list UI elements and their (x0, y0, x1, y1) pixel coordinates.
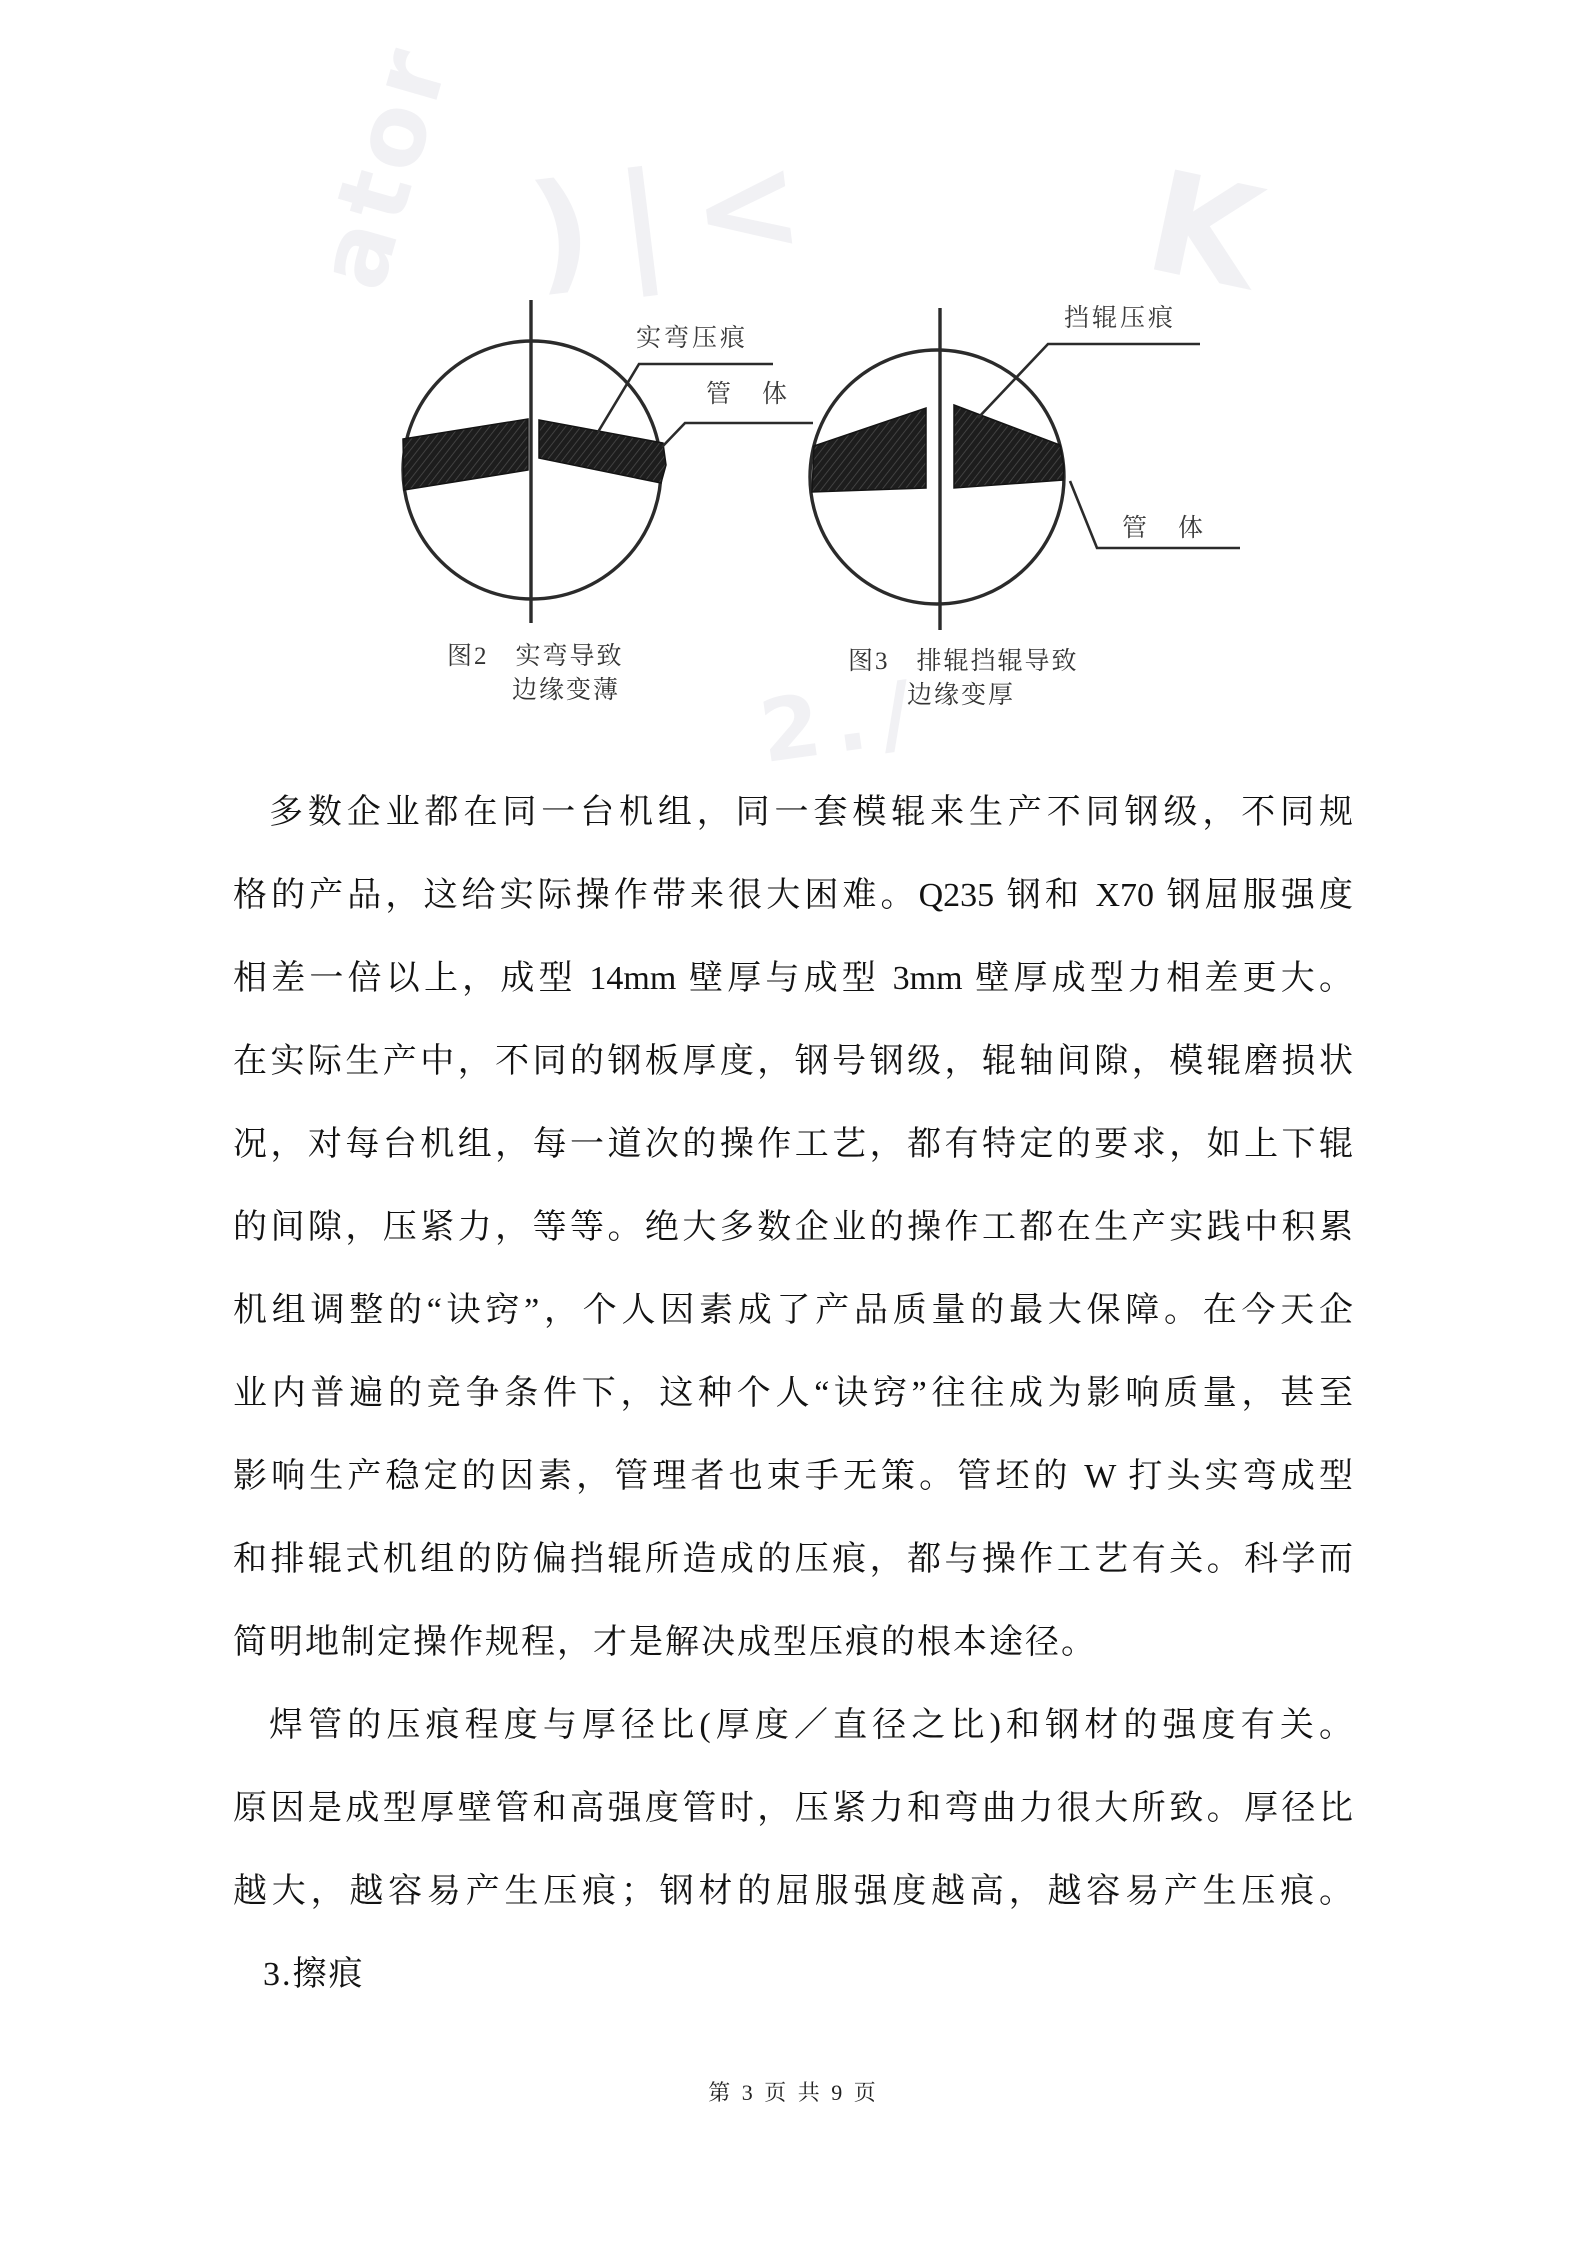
indentation-wedge-right (539, 420, 666, 483)
leader-line-guard-roller (978, 344, 1200, 418)
body-text-line: 焊管的压痕程度与厚径比(厚度／直径之比)和钢材的强度有关。 (269, 1707, 1353, 1744)
body-text (233, 771, 1353, 2016)
label-pipe-body: 管 体 (706, 381, 791, 408)
figure-3-diagram (810, 304, 1240, 709)
indentation-wedge-left (812, 408, 926, 492)
figures-diagram (0, 0, 1587, 780)
leader-line-pipe-body (662, 423, 813, 447)
body-text-line: 简明地制定操作规程，才是解决成型压痕的根本途径。 (233, 1624, 1097, 1661)
section-heading-3: 3.擦痕 (263, 1956, 365, 1993)
watermark-fragment: )|< (521, 122, 838, 310)
body-text-line: 原因是成型厚壁管和高强度管时，压紧力和弯曲力很大所致。厚径比 (233, 1790, 1353, 1827)
figure-2-caption-line2: 边缘变薄 (512, 677, 621, 704)
body-text-line: 的间隙，压紧力，等等。绝大多数企业的操作工都在生产实践中积累 (233, 1209, 1353, 1246)
body-text-line: 在实际生产中，不同的钢板厚度，钢号钢级，辊轴间隙，模辊磨损状 (233, 1043, 1353, 1080)
body-text-line: 格的产品，这给实际操作带来很大困难。Q235 钢和 X70 钢屈服强度 (233, 877, 1353, 914)
page-footer: 第 3 页 共 9 页 (708, 2080, 879, 2105)
body-text-line: 机组调整的“诀窍”，个人因素成了产品质量的最大保障。在今天企 (233, 1292, 1353, 1329)
watermark-fragment: ator (295, 31, 472, 301)
label-solid-bend-indent: 实弯压痕 (636, 325, 749, 352)
figure-3-caption-line1: 图3 排辊挡辊导致 (848, 648, 1079, 675)
label-pipe-body: 管 体 (1122, 515, 1207, 542)
label-guard-roller-indent: 挡辊压痕 (1064, 305, 1177, 332)
watermark-fragment: K (1134, 140, 1275, 323)
figure-2-diagram (403, 300, 813, 704)
body-text-line: 和排辊式机组的防偏挡辊所造成的压痕，都与操作工艺有关。科学而 (233, 1541, 1353, 1578)
body-text-line: 影响生产稳定的因素，管理者也束手无策。管坯的 W 打头实弯成型 (233, 1458, 1353, 1495)
figure-2-caption-line1: 图2 实弯导致 (447, 643, 624, 670)
body-text-line: 况，对每台机组，每一道次的操作工艺，都有特定的要求，如上下辊 (233, 1126, 1353, 1163)
body-text-line: 相差一倍以上，成型 14mm 壁厚与成型 3mm 壁厚成型力相差更大。 (233, 960, 1353, 997)
indentation-wedge-left (403, 419, 528, 490)
body-text-line: 越大，越容易产生压痕；钢材的屈服强度越高，越容易产生压痕。 (233, 1873, 1353, 1910)
body-text-line: 业内普遍的竞争条件下，这种个人“诀窍”往往成为影响质量，甚至 (233, 1375, 1353, 1412)
figure-3-caption-line2: 边缘变厚 (907, 682, 1016, 709)
body-text-line: 多数企业都在同一台机组，同一套模辊来生产不同钢级，不同规 (269, 794, 1353, 831)
watermark-fragment: 2./ (753, 660, 933, 784)
